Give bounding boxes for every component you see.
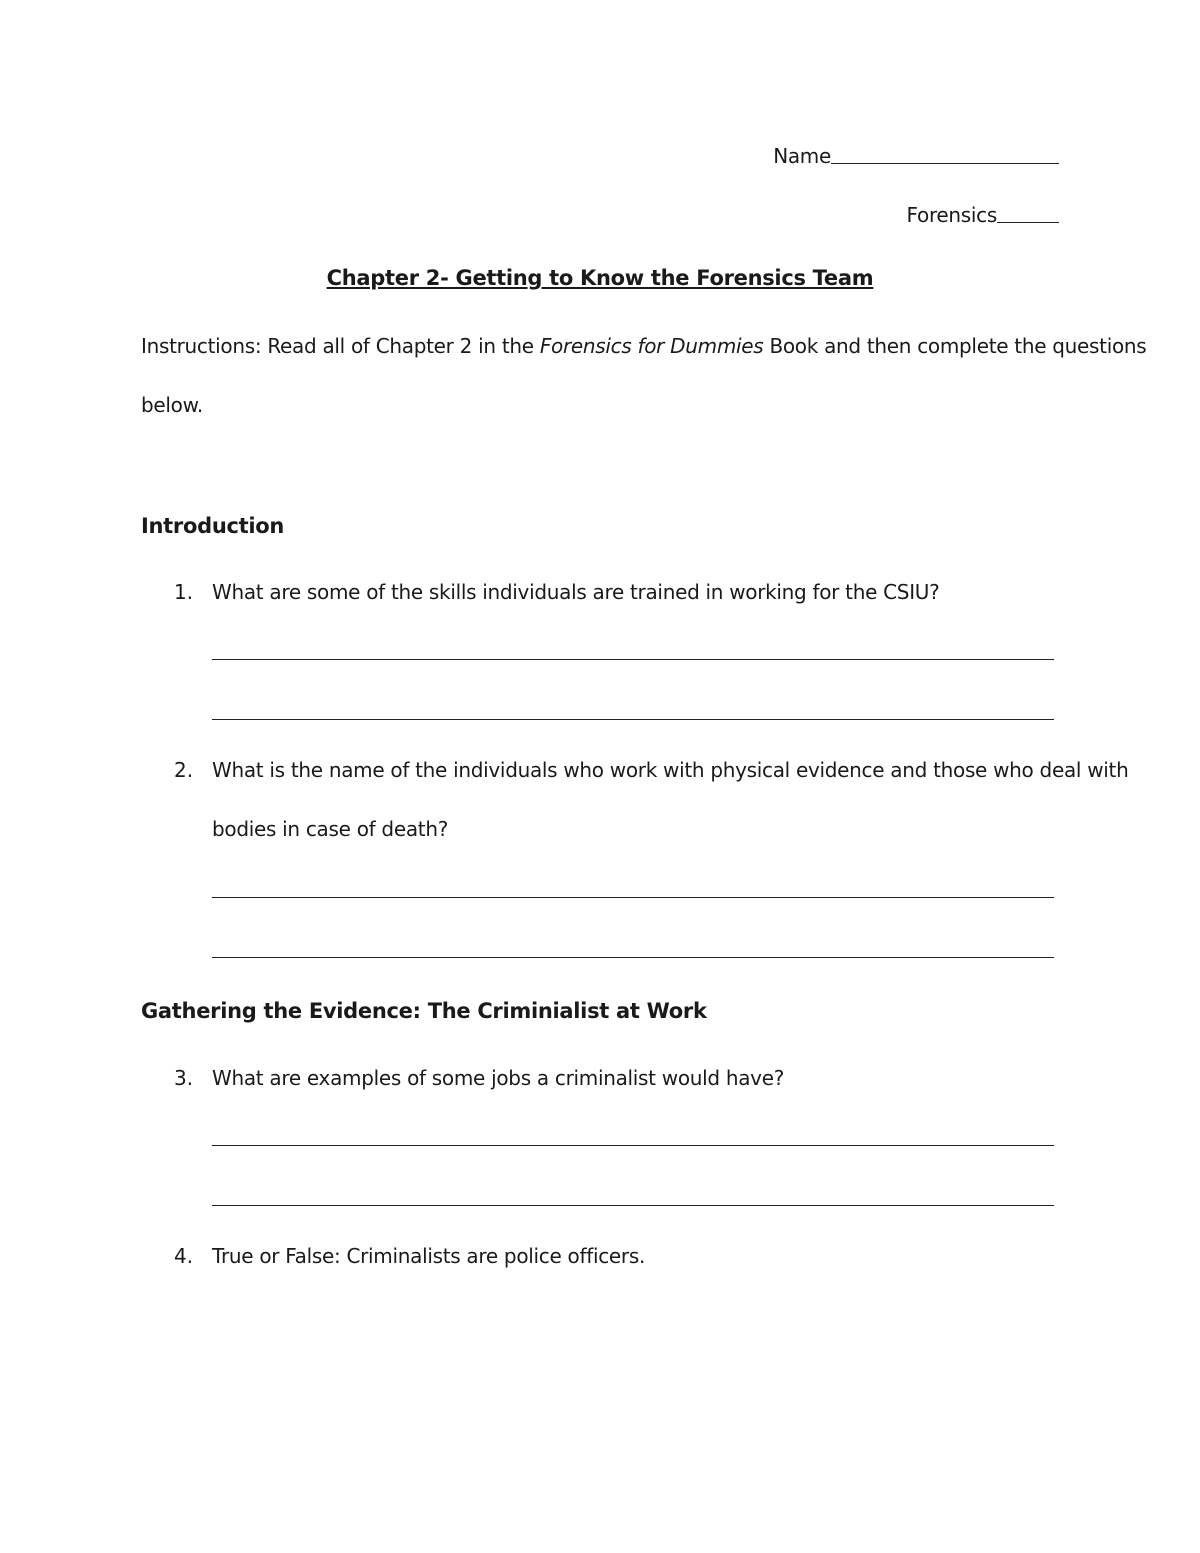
question-number: 3. bbox=[174, 1066, 194, 1090]
course-label: Forensics bbox=[906, 203, 997, 227]
course-blank bbox=[997, 221, 1059, 223]
section-heading-introduction: Introduction bbox=[141, 514, 285, 538]
question-number: 2. bbox=[174, 758, 194, 782]
name-field bbox=[773, 144, 1059, 168]
answer-line[interactable] bbox=[212, 719, 1054, 720]
question-text: What are examples of some jobs a criminalist would have? bbox=[212, 1066, 785, 1090]
instructions-line-1 bbox=[141, 334, 1146, 358]
name-blank bbox=[831, 162, 1059, 164]
instructions-after: Book and then complete the questions bbox=[763, 334, 1147, 358]
question-text: What are some of the skills individuals are trained in working for the CSIU? bbox=[212, 580, 940, 604]
book-title: Forensics for Dummies bbox=[539, 334, 764, 358]
page-title: Chapter 2- Getting to Know the Forensics Team bbox=[326, 266, 874, 290]
question-text-line-1: What is the name of the individuals who work with physical evidence and those who deal with bbox=[212, 758, 1129, 782]
section-heading-gathering-evidence: Gathering the Evidence: The Criminialist at Work bbox=[141, 999, 707, 1023]
question-text-line-2: bodies in case of death? bbox=[212, 817, 449, 841]
question-number: 1. bbox=[174, 580, 194, 604]
answer-line[interactable] bbox=[212, 897, 1054, 898]
instructions-before: Instructions: Read all of Chapter 2 in the bbox=[141, 334, 540, 358]
answer-line[interactable] bbox=[212, 1205, 1054, 1206]
answer-line[interactable] bbox=[212, 957, 1054, 958]
course-field bbox=[907, 203, 1059, 227]
question-text: True or False: Criminalists are police officers. bbox=[212, 1244, 646, 1268]
answer-line[interactable] bbox=[212, 1145, 1054, 1146]
name-label: Name bbox=[773, 144, 831, 168]
answer-line[interactable] bbox=[212, 659, 1054, 660]
instructions-line-2: below. bbox=[141, 393, 203, 417]
question-number: 4. bbox=[174, 1244, 194, 1268]
